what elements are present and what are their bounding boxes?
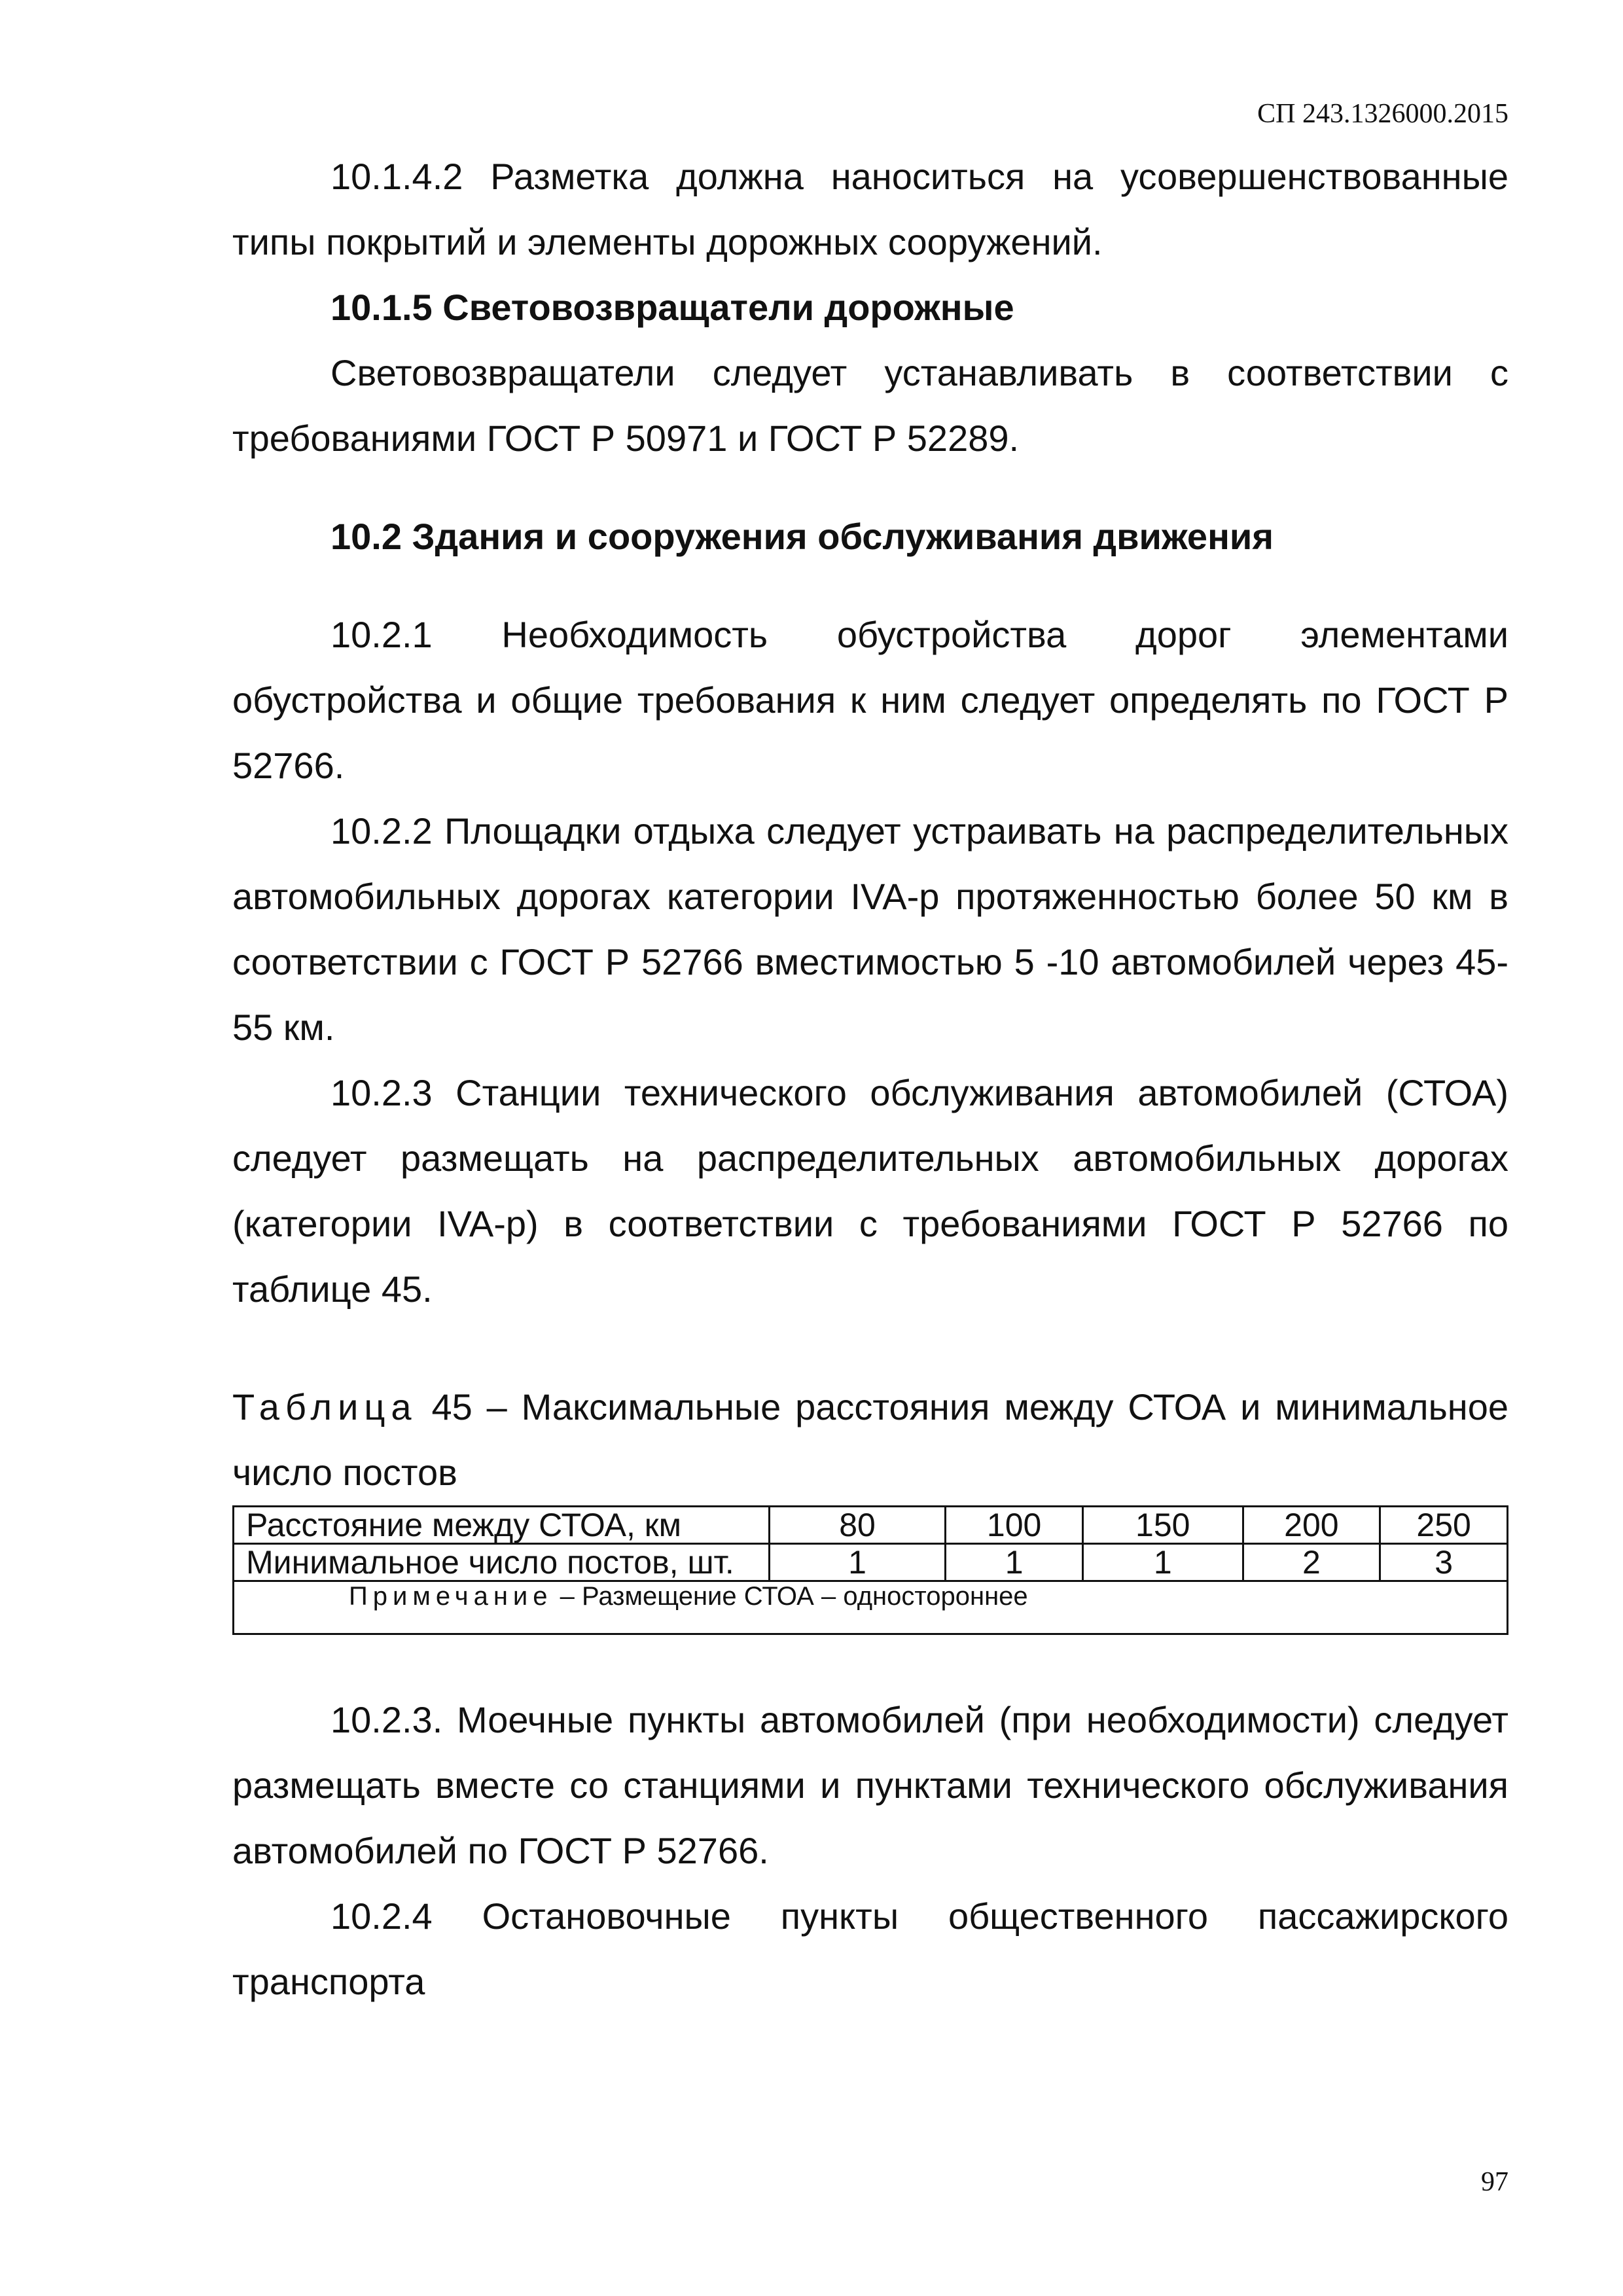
table-cell: 200 (1243, 1507, 1380, 1544)
table-cell: 3 (1380, 1544, 1508, 1581)
table-cell: 250 (1380, 1507, 1508, 1544)
table-cell: 100 (946, 1507, 1083, 1544)
table-caption-word: Таблица (232, 1386, 418, 1427)
table-cell: 2 (1243, 1544, 1380, 1581)
page-number: 97 (1481, 2167, 1508, 2197)
section-heading-10-2: 10.2 Здания и сооружения обслуживания движения (330, 516, 1274, 557)
row-label: Расстояние между СТОА, км (234, 1507, 770, 1544)
document-code-header: СП 243.1326000.2015 (1257, 99, 1508, 129)
table-cell: 150 (1082, 1507, 1243, 1544)
paragraph-10-2-4: 10.2.4 Остановочные пункты общественного пассажирского транспорта (232, 1895, 1508, 2002)
table-cell: 80 (769, 1507, 945, 1544)
paragraph-10-1-4-2: 10.1.4.2 Разметка должна наноситься на усовершенствованные типы покрытий и элементы дорожных сооружений. (232, 156, 1508, 262)
table-cell: 1 (769, 1544, 945, 1581)
table-row (234, 1544, 1508, 1581)
paragraph-10-2-2: 10.2.2 Площадки отдыха следует устраивать на распределительных автомобильных дорогах категории IVA-р протяженностью более 50 км в соответствии с ГОСТ Р 52766 вместимостью 5 -10 автомобилей через 45-55 км. (232, 810, 1508, 1048)
section-heading-10-1-5: 10.1.5 Световозвращатели дорожные (330, 287, 1014, 328)
note-text: – Размещение СТОА – одностороннее (552, 1582, 1028, 1611)
table-cell: 1 (946, 1544, 1083, 1581)
page-body (232, 144, 1508, 2015)
table-note-row (234, 1581, 1508, 1634)
row-label: Минимальное число постов, шт. (234, 1544, 770, 1581)
table-caption (232, 1374, 1508, 1505)
paragraph-washing-points: 10.2.3. Моечные пункты автомобилей (при необходимости) следует размещать вместе со станциями и пунктами технического обслуживания автомобилей по ГОСТ Р 52766. (232, 1699, 1508, 1871)
paragraph-reflectors: Световозвращатели следует устанавливать в соответствии с требованиями ГОСТ Р 50971 и ГОСТ Р 52289. (232, 352, 1508, 459)
table-45 (232, 1505, 1508, 1635)
table-cell: 1 (1082, 1544, 1243, 1581)
note-word: Примечание (349, 1582, 553, 1611)
table-caption-text: 45 – Максимальные расстояния между СТОА и минимальное число постов (232, 1386, 1508, 1493)
table-note (234, 1581, 1508, 1634)
paragraph-10-2-3: 10.2.3 Станции технического обслуживания автомобилей (СТОА) следует размещать на распределительных автомобильных дорогах (категории IVA-р) в соответствии с требованиями ГОСТ Р 52766 по таблице 45. (232, 1072, 1508, 1310)
table-row (234, 1507, 1508, 1544)
paragraph-10-2-1: 10.2.1 Необходимость обустройства дорог элементами обустройства и общие требования к ним следует определять по ГОСТ Р 52766. (232, 614, 1508, 786)
